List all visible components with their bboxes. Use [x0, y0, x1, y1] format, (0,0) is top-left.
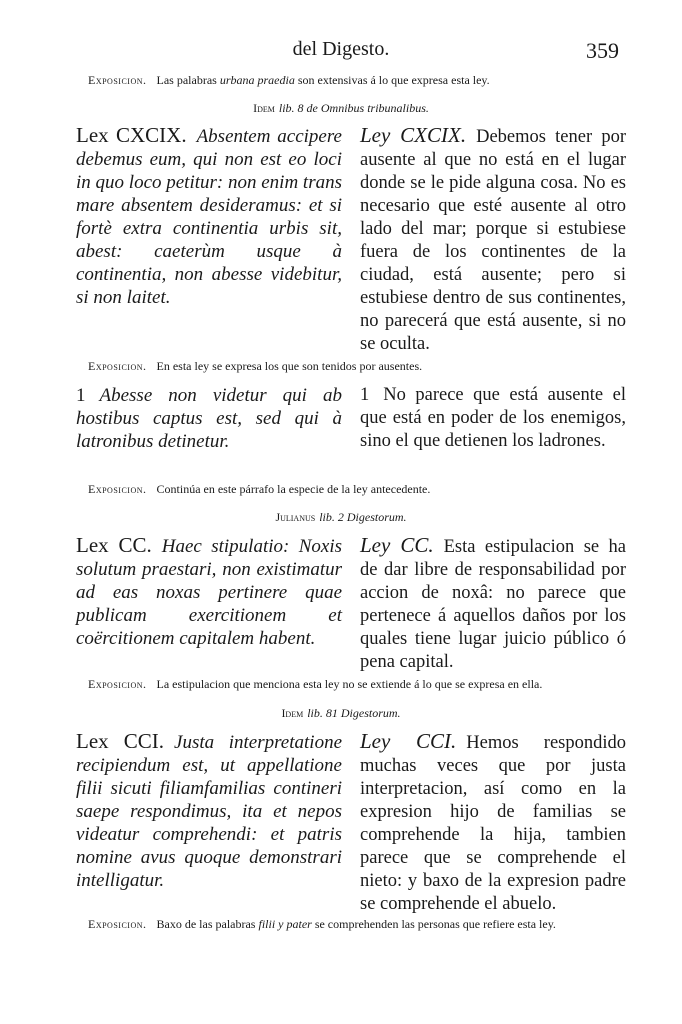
source-citation-2: Julianus lib. 2 Digestorum.	[275, 510, 407, 524]
spanish-text-ley-201: Ley CCI. Hemos respondido muchas veces que por justa interpretacion, así como en la expresion hijo de familias se comprehende la hija, tambien parece que se comprehende el nieto: y baxo de la expresion padre se comprehende el abuelo.	[360, 729, 627, 914]
latin-text-paragraph-1: 1 Abesse non videtur qui ab hostibus captus est, sed qui à latronibus detinetur.	[76, 385, 342, 452]
spanish-text-ley-199: Ley CXCIX. Debemos tener por ausente al que no está en el lugar donde se le pide alguna cosa. No es necesario que esté ausente al otro lado del mar; porque si estubiese fuera de los continentes de la ciudad, está ausente; pero si estubiese dentro de sus continentes, no parecerá que está ausente, si no se oculta.	[360, 123, 627, 354]
exposicion-note-2: Exposicion. En esta ley se expresa los que son tenidos por ausentes.	[88, 359, 423, 373]
latin-text-lex-200: Lex CC. Haec stipulatio: Noxis solutum praestari, non existimatur ad eas noxas pertinere quae publicam exercitionem et coërcitionem capitalem habent.	[76, 533, 342, 649]
spanish-text-paragraph-1: 1 No parece que está ausente el que está en poder de los enemigos, sino el que detienen los ladrones.	[360, 385, 626, 451]
latin-text-lex-199: Lex CXCIX. Absentem accipere debemus eum, qui non est eo loci in quo loco petitur: non enim trans mare absentem desideramus: et si fortè extra continentia urbis sit, abest: caeterùm usque à continentia, non abesse videbitur, si non laitet.	[76, 123, 342, 308]
exposicion-note-3: Exposicion. Continúa en este párrafo la especie de la ley antecedente.	[88, 482, 431, 496]
exposicion-label: Exposicion.	[88, 73, 147, 87]
source-citation-3: Idem lib. 81 Digestorum.	[281, 706, 401, 720]
spanish-text-ley-200: Ley CC. Esta estipulacion se ha de dar libre de responsabilidad por accion de noxâ: no parece que pertenece á aquellos daños por los quales tiene lugar juicio público ó pena capital.	[360, 533, 626, 672]
exposicion-note-1: Exposicion. Las palabras urbana praedia son extensivas á lo que expresa esta ley.	[88, 73, 490, 87]
running-header: del Digesto.	[292, 38, 390, 60]
exposicion-note-5: Exposicion. Baxo de las palabras filii y pater se comprehenden las personas que refiere esta ley.	[88, 917, 556, 931]
exposicion-note-4: Exposicion. La estipulacion que menciona esta ley no se extiende á lo que se expresa en ella.	[88, 677, 543, 691]
source-citation-1: Idem lib. 8 de Omnibus tribunalibus.	[253, 101, 429, 115]
latin-text-lex-201: Lex CCI. Justa interpretatione recipiendum est, ut appellatione filii sicuti filiamfamilias contineri saepe respondimus, ita et nepos videatur comprehendi: et patris nomine avus quoque demonstrari intelligatur.	[76, 729, 342, 891]
page-number: 359	[586, 38, 619, 63]
